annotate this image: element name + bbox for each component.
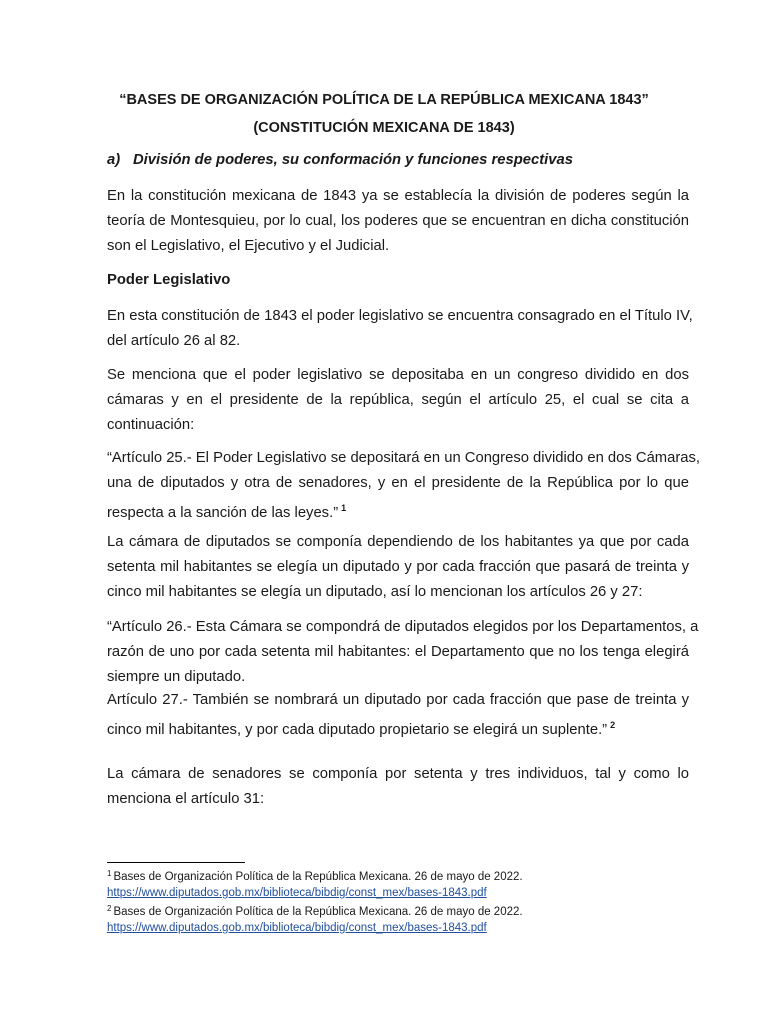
footnotes-area bbox=[107, 866, 523, 936]
quote-articulo-26 bbox=[107, 615, 699, 690]
paragraph-line: setenta mil habitantes se elegía un diputado y por cada fracción que pasará de treinta y bbox=[107, 559, 689, 575]
footnote-text: Bases de Organización Política de la República Mexicana. 26 de mayo de 2022. bbox=[113, 906, 523, 918]
footnote-1 bbox=[107, 866, 523, 901]
paragraph-titulo-iv bbox=[107, 304, 693, 354]
quote-articulo-27 bbox=[107, 688, 689, 743]
paragraph-camara-diputados bbox=[107, 530, 689, 605]
quote-line: Artículo 27.- También se nombrará un diputado por cada fracción que pase de treinta y bbox=[107, 692, 689, 708]
quote-line-text: cinco mil habitantes, y por cada diputado propietario se elegirá un suplente.” bbox=[107, 722, 608, 738]
footnote-link[interactable]: https://www.diputados.gob.mx/biblioteca/bibdig/const_mex/bases-1843.pdf bbox=[107, 922, 487, 934]
footnote-number: 2 bbox=[107, 904, 112, 913]
paragraph-line: del artículo 26 al 82. bbox=[107, 333, 241, 349]
paragraph-congreso bbox=[107, 363, 689, 438]
paragraph-line: menciona el artículo 31: bbox=[107, 791, 265, 807]
paragraph-line: son el Legislativo, el Ejecutivo y el Judicial. bbox=[107, 238, 390, 254]
section-heading-a bbox=[107, 152, 573, 168]
footnote-ref-1[interactable]: 1 bbox=[341, 503, 347, 513]
quote-line-text: respecta a la sanción de las leyes.” bbox=[107, 505, 339, 521]
paragraph-camara-senadores bbox=[107, 762, 689, 812]
paragraph-line: En la constitución mexicana de 1843 ya se establecía la división de poderes según la bbox=[107, 188, 689, 204]
quote-line: una de diputados y otra de senadores, y en el presidente de la República por lo que bbox=[107, 475, 689, 491]
paragraph-division-poderes bbox=[107, 184, 689, 259]
quote-articulo-25 bbox=[107, 446, 701, 526]
paragraph-line: continuación: bbox=[107, 417, 195, 433]
footnote-ref-2[interactable]: 2 bbox=[610, 720, 616, 730]
quote-line: “Artículo 25.- El Poder Legislativo se depositará en un Congreso dividido en dos Cámaras, bbox=[107, 450, 701, 466]
quote-line bbox=[107, 713, 689, 743]
section-heading-text: División de poderes, su conformación y funciones respectivas bbox=[133, 152, 573, 168]
paragraph-line: En esta constitución de 1843 el poder legislativo se encuentra consagrado en el Título IV, bbox=[107, 308, 693, 324]
document-title: “BASES DE ORGANIZACIÓN POLÍTICA DE LA REPÚBLICA MEXICANA 1843” bbox=[119, 92, 649, 108]
footnote-number: 1 bbox=[107, 869, 112, 878]
quote-line: siempre un diputado. bbox=[107, 669, 246, 685]
paragraph-line: teoría de Montesquieu, por lo cual, los poderes que se encuentran en dicha constitución bbox=[107, 213, 689, 229]
paragraph-line: cinco mil habitantes se elegía un diputado, así lo mencionan los artículos 26 y 27: bbox=[107, 584, 643, 600]
paragraph-line: cámaras y en el presidente de la república, según el artículo 25, el cual se cita a bbox=[107, 392, 689, 408]
footnote-2 bbox=[107, 901, 523, 936]
paragraph-line: La cámara de diputados se componía dependiendo de los habitantes ya que por cada bbox=[107, 534, 689, 550]
subheading-poder-legislativo: Poder Legislativo bbox=[107, 272, 231, 288]
quote-line: razón de uno por cada setenta mil habitantes: el Departamento que no los tenga elegirá bbox=[107, 644, 689, 660]
footnote-text: Bases de Organización Política de la República Mexicana. 26 de mayo de 2022. bbox=[113, 871, 523, 883]
quote-line: “Artículo 26.- Esta Cámara se compondrá de diputados elegidos por los Departamentos, a bbox=[107, 619, 699, 635]
footnote-separator bbox=[107, 862, 245, 863]
paragraph-line: La cámara de senadores se componía por setenta y tres individuos, tal y como lo bbox=[107, 766, 689, 782]
quote-line bbox=[107, 496, 689, 526]
footnote-link[interactable]: https://www.diputados.gob.mx/biblioteca/bibdig/const_mex/bases-1843.pdf bbox=[107, 887, 487, 899]
document-subtitle: (CONSTITUCIÓN MEXICANA DE 1843) bbox=[253, 120, 515, 136]
paragraph-line: Se menciona que el poder legislativo se depositaba en un congreso dividido en dos bbox=[107, 367, 689, 383]
section-marker: a) bbox=[107, 152, 121, 168]
